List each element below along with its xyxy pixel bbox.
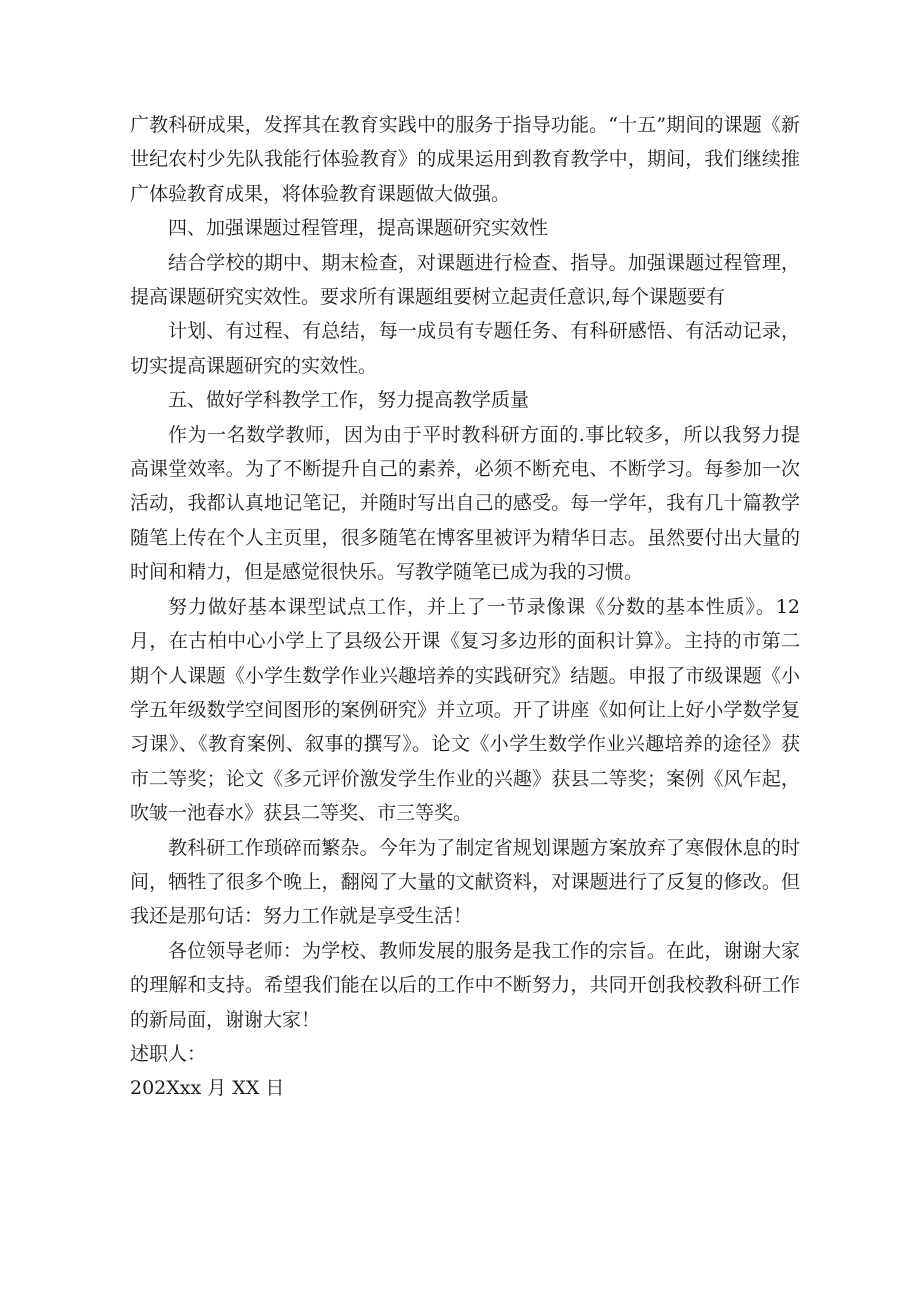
section-heading-five: 五、做好学科教学工作，努力提高教学质量 [168,389,530,412]
document-body [130,108,800,1106]
paragraph-research-promotion: 广教科研成果，发挥其在教育实践中的服务于指导功能。“十五”期间的课题《新世纪农村少先队我能行体验教育》的成果运用到教育教学中，期间，我们继续推广体验教育成果，将体验教育课题做大做强。 [130,114,800,205]
paragraph-closing-thanks: 各位领导老师：为学校、教师发展的服务是我工作的宗旨。在此，谢谢大家的理解和支持。希望我们能在以后的工作中不断努力，共同开创我校教科研工作的新局面，谢谢大家！ [130,939,800,1031]
section-heading-four: 四、加强课题过程管理，提高课题研究实效性 [168,217,549,240]
paragraph-achievements: 努力做好基本课型试点工作，并上了一节录像课《分数的基本性质》。12月，在古柏中心小学上了县级公开课《复习多边形的面积计算》。主持的市第二期个人课题《小学生数学作业兴趣培养的实践研究》结题。申报了市级课题《小学五年级数学空间图形的案例研究》并立项。开了讲座《如何让上好小学数学复习课》、《教育案例、叙事的撰写》。论文《小学生数学作业兴趣培养的途径》获市二等奖；论文《多元评价激发学生作业的兴趣》获县二等奖；案例《风乍起，吹皱一池春水》获县二等奖、市三等奖。 [130,595,800,825]
paragraph-process-management-cont: 计划、有过程、有总结，每一成员有专题任务、有科研感悟、有活动记录，切实提高课题研究的实效性。 [130,320,800,377]
paragraph-process-management: 结合学校的期中、期末检查，对课题进行检查、指导。加强课题过程管理，提高课题研究实效性。要求所有课题组要树立起责任意识,每个课题要有 [130,251,800,309]
signature-label: 述职人： [130,1042,207,1065]
signature-date: 202Xxx 月 XX 日 [130,1077,285,1100]
paragraph-math-teacher: 作为一名数学教师，因为由于平时教科研方面的.事比较多，所以我努力提高课堂效率。为了不断提升自己的素养，必须不断充电、不断学习。每参加一次活动，我都认真地记笔记，并随时写出自己的感受。每一学年，我有几十篇教学随笔上传在个人主页里，很多随笔在博客里被评为精华日志。虽然要付出大量的时间和精力，但是感觉很快乐。写教学随笔已成为我的习惯。 [130,423,800,584]
paragraph-research-work: 教科研工作琐碎而繁杂。今年为了制定省规划课题方案放弃了寒假休息的时间，牺牲了很多个晚上，翻阅了大量的文献资料，对课题进行了反复的修改。但我还是那句话：努力工作就是享受生活！ [130,836,800,928]
